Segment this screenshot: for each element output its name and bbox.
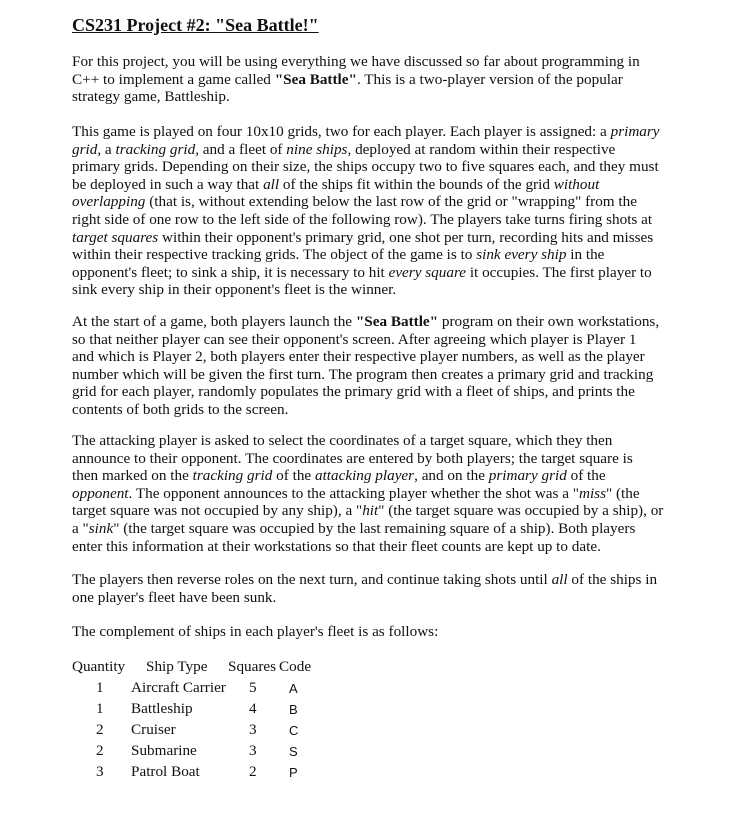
text-line [72,211,672,229]
text-line [72,401,672,419]
text-run: The players then reverse roles on the next turn, and continue taking shots until [72,571,552,588]
paragraph [72,313,672,419]
page-title: CS231 Project #2: "Sea Battle!" [72,15,319,35]
table-cell-quantity: 2 [96,721,104,738]
table-cell-squares: 2 [249,763,257,780]
text-run: within their respective tracking grids. The object of the game is to [72,246,477,264]
text-run: contents of both grids to the screen. [72,400,289,418]
paragraph [72,53,672,106]
text-line [72,520,672,538]
table-cell-code: B [289,702,298,717]
column-header-code: Code [279,658,312,675]
text-run: (that is, without extending below the last row of the grid or "wrapping" from the [145,193,637,211]
text-line [72,571,672,589]
table-cell-ship-type: Cruiser [131,721,176,738]
table-cell-code: P [289,765,298,780]
text-run: grid for each player, randomly populates the primary grid with a fleet of ships, and prints the [72,383,635,401]
text-run: announce to their opponent. The coordinates are entered by both players; the target square is [72,449,633,467]
italic-text: miss [578,484,606,502]
fleet-table [72,658,372,798]
text-run: , and a fleet of [195,140,287,158]
text-line [72,264,672,282]
table-cell-squares: 3 [249,742,257,759]
text-line [72,246,672,264]
italic-text: nine ships [286,140,348,158]
text-line [72,348,672,366]
table-cell-squares: 3 [249,721,257,738]
text-line [72,158,672,176]
text-line [72,366,672,384]
text-run: of the ships fit within the bounds of the grid [279,175,554,193]
italic-text: opponent [72,484,129,502]
text-run: right side of one row to the left side of the following row). The players take turns firing shots at [72,210,653,228]
table-cell-quantity: 2 [96,742,104,759]
table-cell-ship-type: Submarine [131,742,197,759]
text-run: in the [566,246,605,264]
text-run: . The opponent announces to the attacking player whether the shot was a " [128,484,579,502]
text-run: and which is Player 2, both players enter their respective player numbers, as well as the player [72,348,645,366]
text-run: one player's fleet have been sunk. [72,588,277,606]
text-run: The attacking player is asked to select the coordinates of a target square, which they then [72,432,613,449]
column-header-ship-type: Ship Type [146,658,208,675]
text-run: opponent's fleet; to sink a ship, it is necessary to hit [72,263,389,281]
text-run: " (the target square was occupied by a ship), or [378,502,664,520]
text-line [72,193,672,211]
text-run: number which will be given the first turn. The program then creates a primary grid and tracking [72,365,654,383]
table-cell-quantity: 1 [96,700,104,717]
italic-text: tracking grid [115,140,196,158]
text-line [72,229,672,247]
bold-text: "Sea Battle" [355,313,439,330]
text-line [72,331,672,349]
italic-text: hit [362,502,379,520]
paragraph [72,432,672,555]
table-cell-squares: 5 [249,679,257,696]
text-line [72,467,672,485]
italic-text: attacking player [314,467,415,485]
italic-text: every square [388,263,467,281]
text-run: be deployed in such a way that [72,175,264,193]
text-line [72,53,672,71]
text-run: within their opponent's primary grid, one shot per turn, recording hits and misses [158,228,654,246]
table-cell-code: A [289,681,298,696]
italic-text: sink every ship [476,246,567,264]
italic-text: overlapping [72,193,146,211]
paragraph [72,123,672,299]
text-run: a " [72,519,89,537]
text-run: target square was not occupied by any ship), a " [72,502,363,520]
text-line [72,589,672,607]
table-cell-squares: 4 [249,700,257,717]
text-line [72,432,672,450]
text-run: it occupies. The first player to [466,263,652,281]
text-run: C++ to implement a game called [72,70,275,88]
text-run: . This is a two-player version of the popular [356,70,623,88]
column-header-quantity: Quantity [72,658,126,675]
table-cell-quantity: 1 [96,679,104,696]
text-run: strategy game, Battleship. [72,88,230,106]
text-run: then marked on the [72,467,193,485]
text-line [72,450,672,468]
text-line [72,88,672,106]
text-run: primary grids. Depending on their size, the ships occupy two to five squares each, and they must [72,158,659,176]
paragraph [72,623,672,641]
text-line [72,623,672,641]
text-run: At the start of a game, both players launch the [72,313,356,330]
text-run: so that neither player can see their opponent's screen. After agreeing which player is Player 1 [72,330,637,348]
text-run: " (the target square was occupied by the last remaining square of a ship). Both players [113,519,636,537]
italic-text: primary grid [488,467,567,485]
italic-text: target squares [72,228,159,246]
text-run: of the ships in [567,571,658,588]
text-line [72,485,672,503]
text-run: of the [272,467,315,485]
text-run: , deployed at random within their respective [347,140,616,158]
text-line [72,123,672,141]
italic-text: primary [610,123,660,140]
table-cell-code: S [289,744,298,759]
text-line [72,71,672,89]
table-cell-ship-type: Patrol Boat [131,763,200,780]
text-line [72,141,672,159]
italic-text: tracking grid [192,467,273,485]
italic-text: grid [72,140,98,158]
italic-text: without [553,175,600,193]
text-line [72,281,672,299]
text-line [72,313,672,331]
text-run: , a [97,140,116,158]
text-line [72,538,672,556]
column-header-squares: Squares [228,658,277,675]
text-run: For this project, you will be using everything we have discussed so far about programming in [72,53,640,70]
text-run: of the [566,467,606,485]
text-run: program on their own workstations, [438,313,660,330]
paragraph [72,571,672,606]
table-cell-code: C [289,723,299,738]
italic-text: sink [88,519,114,537]
text-run: enter this information at their workstations so that their fleet counts are kept up to date. [72,537,601,555]
text-run: , and on the [414,467,489,485]
bold-text: "Sea Battle" [274,70,357,88]
text-line [72,176,672,194]
table-cell-quantity: 3 [96,763,104,780]
text-run: sink every ship in their opponent's fleet is the winner. [72,281,397,299]
table-cell-ship-type: Battleship [131,700,193,717]
text-line [72,383,672,401]
text-run: This game is played on four 10x10 grids, two for each player. Each player is assigned: a [72,123,611,140]
table-cell-ship-type: Aircraft Carrier [131,679,226,696]
text-run: " (the [606,484,640,502]
text-run: The complement of ships in each player's fleet is as follows: [72,623,439,640]
text-line [72,502,672,520]
italic-text: all [551,571,568,588]
italic-text: all [263,175,280,193]
